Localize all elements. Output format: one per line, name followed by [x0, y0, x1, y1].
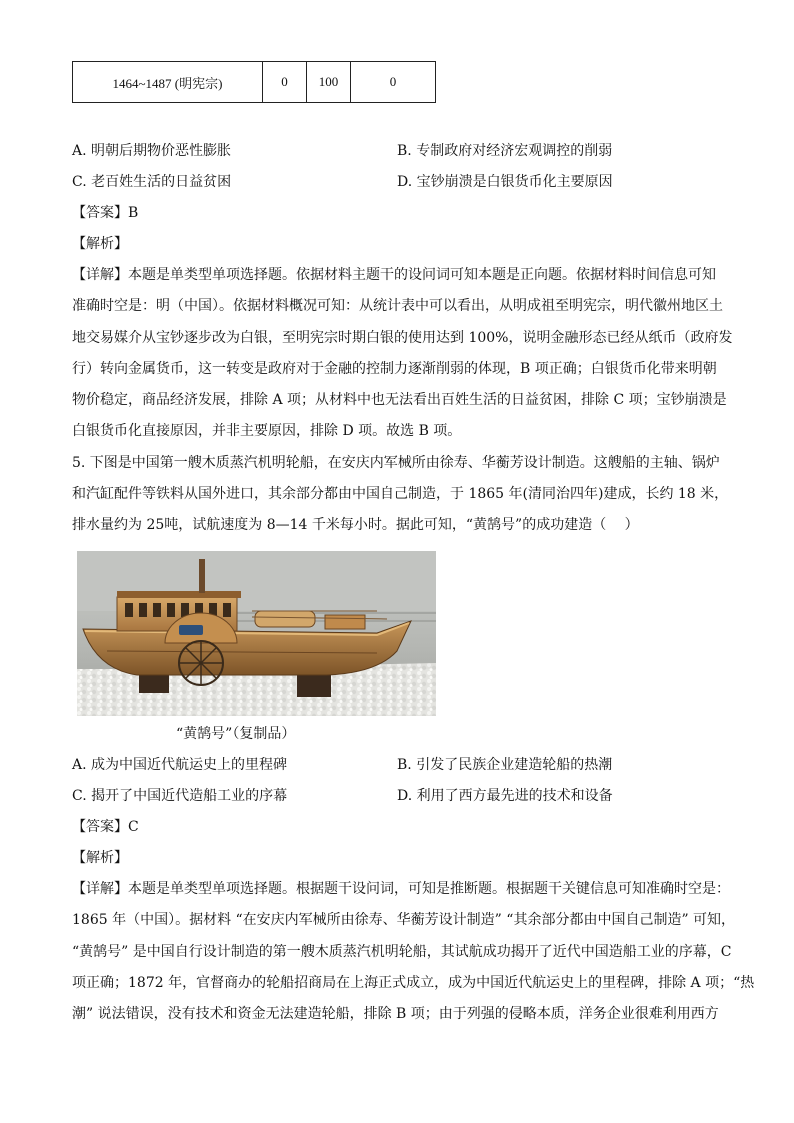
- image-caption: “黄鹄号”（复制品）: [176, 726, 296, 742]
- ship-model-photo: [77, 551, 436, 716]
- q5-option-a: A. 成为中国近代航运史上的里程碑: [72, 757, 288, 773]
- detail-tag: 【详解】: [72, 267, 128, 283]
- q4-option-d: D. 宝钞崩溃是白银货币化主要原因: [397, 174, 613, 190]
- q5-detail-line: 项正确；1872 年，官督商办的轮船招商局在上海正式成立，成为中国近代航运史上的里程碑，排除 A 项；“热: [72, 975, 755, 991]
- q4-answer: [72, 205, 138, 221]
- q4-option-c: C. 老百姓生活的日益贫困: [72, 174, 232, 190]
- q5-answer: [72, 819, 139, 835]
- q5-stem-line: 排水量约为 25吨，试航速度为 8—14 千米每小时。据此可知，“黄鹄号”的成功建造（ ）: [72, 517, 639, 533]
- answer-value: B: [128, 205, 139, 221]
- q4-detail-line: 行）转向金属货币，这一转变是政府对于金融的控制力逐渐削弱的体现，B 项正确；白银货币化带来明朝: [72, 361, 717, 377]
- statistics-table: [72, 61, 436, 103]
- q5-detail-line: “黄鹄号” 是中国自行设计制造的第一艘木质蒸汽机明轮船，其试航成功揭开了近代中国造船工业的序幕，C: [72, 944, 732, 960]
- steamship-illustration: [77, 551, 436, 716]
- table-cell-period: 1464~1487 (明宪宗): [73, 62, 263, 103]
- q4-detail-line: 【详解】本题是单类型单项选择题。依据材料主题干的设问词可知本题是正向题。依据材料时间信息可知: [72, 267, 716, 283]
- q4-detail-line: 白银货币化直接原因，并非主要原因，排除 D 项。故选 B 项。: [72, 423, 462, 439]
- q5-analysis-tag: 【解析】: [72, 850, 128, 866]
- table-cell-value: 0: [263, 62, 307, 103]
- table-row: [73, 62, 436, 103]
- q5-detail-line: 1865 年（中国）。据材料 “在安庆内军械所由徐寿、华蘅芳设计制造” “其余部分都由中国自己制造” 可知，: [72, 912, 736, 928]
- q4-option-b: B. 专制政府对经济宏观调控的削弱: [397, 143, 613, 159]
- table-cell-value: 100: [307, 62, 351, 103]
- q5-detail-line: 【详解】本题是单类型单项选择题。根据题干设问词，可知是推断题。根据题干关键信息可知准确时空是：: [72, 881, 730, 897]
- q5-detail-line: 潮” 说法错误，没有技术和资金无法建造轮船，排除 B 项；由于列强的侵略本质，洋务企业很难利用西方: [72, 1006, 719, 1022]
- q4-detail-line: 地交易媒介从宝钞逐步改为白银，至明宪宗时期白银的使用达到 100%，说明金融形态已经从纸币（政府发: [72, 330, 733, 346]
- answer-tag: 【答案】: [72, 819, 128, 835]
- answer-value: C: [128, 819, 139, 835]
- q4-analysis-tag: 【解析】: [72, 236, 128, 252]
- detail-tag: 【详解】: [72, 881, 128, 897]
- q4-option-a: A. 明朝后期物价恶性膨胀: [72, 143, 232, 159]
- table-cell-value: 0: [351, 62, 436, 103]
- q4-detail-line: 物价稳定，商品经济发展，排除 A 项；从材料中也无法看出百姓生活的日益贫困，排除 C 项；宝钞崩溃是: [72, 392, 727, 408]
- q4-detail-line: 准确时空是：明（中国）。依据材料概况可知：从统计表中可以看出，从明成祖至明宪宗，明代徽州地区土: [72, 298, 723, 314]
- q5-option-d: D. 利用了西方最先进的技术和设备: [397, 788, 613, 804]
- answer-tag: 【答案】: [72, 205, 128, 221]
- q5-stem-line: 5. 下图是中国第一艘木质蒸汽机明轮船，在安庆内军械所由徐寿、华蘅芳设计制造。这艘船的主轴、锅炉: [72, 455, 720, 471]
- q5-option-b: B. 引发了民族企业建造轮船的热潮: [397, 757, 613, 773]
- q5-option-c: C. 揭开了中国近代造船工业的序幕: [72, 788, 288, 804]
- q5-stem-line: 和汽缸配件等铁料从国外进口，其余部分都由中国自己制造，于 1865 年(清同治四年)建成，长约 18 米，: [72, 486, 729, 502]
